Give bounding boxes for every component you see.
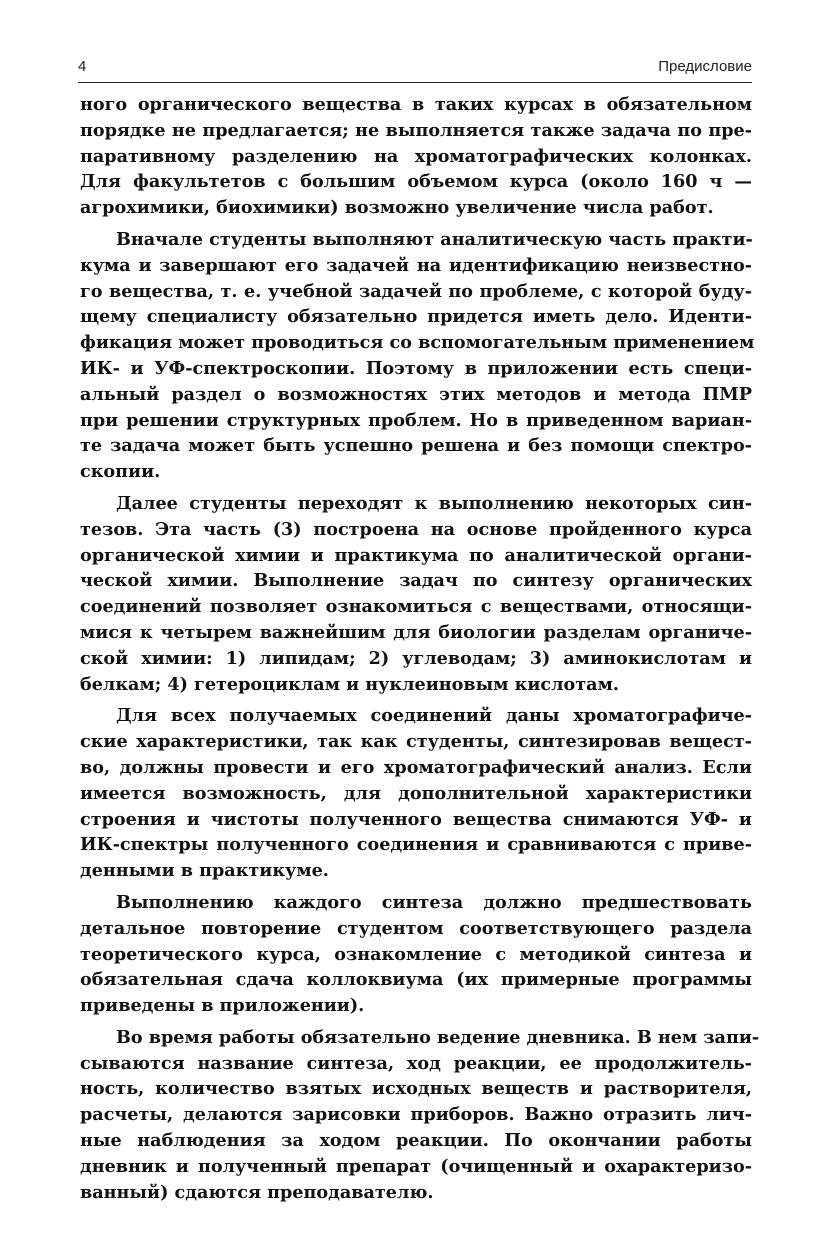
text-line: щему специалисту обязательно придется иметь дело. Иденти-	[80, 306, 752, 328]
text-line: сываются название синтеза, ход реакции, ее продолжитель-	[80, 1052, 752, 1074]
paragraph-1	[80, 92, 752, 221]
text-line: Выполнению каждого синтеза должно предшествовать	[116, 891, 752, 913]
text-line: ность, количество взятых исходных веществ и растворителя,	[80, 1078, 752, 1100]
text-line: те задача может быть успешно решена и без помощи спектро-	[80, 435, 752, 457]
text-line: го вещества, т. е. учебной задачей по проблеме, с которой буду-	[80, 280, 752, 302]
text-line: ИК- и УФ-спектроскопии. Поэтому в приложении есть специ-	[80, 357, 752, 379]
text-line: Для всех получаемых соединений даны хроматографиче-	[116, 705, 752, 727]
text-line: ИК-спектры полученного соединения и сравниваются с приве-	[80, 834, 752, 856]
text-line: белкам; 4) гетероциклам и нуклеиновым кислотам.	[80, 673, 619, 695]
text-line: обязательная сдача коллоквиума (их примерные программы	[80, 969, 752, 991]
paragraph-5	[80, 890, 752, 1019]
text-line: теоретического курса, ознакомление с методикой синтеза и	[80, 943, 752, 965]
text-line: ванный) сдаются преподавателю.	[80, 1181, 434, 1203]
paragraph-3	[80, 491, 752, 697]
running-header	[78, 56, 752, 83]
paragraph-2	[80, 227, 755, 485]
text-line: Для факультетов с большим объемом курса (около 160 ч —	[80, 171, 752, 193]
text-line: ской химии: 1) липидам; 2) углеводам; 3) аминокислотам и	[80, 647, 752, 669]
text-line: фикация может проводиться со вспомогательным применением	[80, 332, 755, 354]
section-title: Предисловие	[658, 58, 752, 75]
text-line: скопии.	[80, 461, 161, 483]
paragraph-4	[80, 703, 752, 884]
text-line: паративному разделению на хроматографических колонках.	[80, 145, 752, 167]
text-line: порядке не предлагается; не выполняется также задача по пре-	[80, 119, 752, 141]
text-line: строения и чистоты полученного вещества снимаются УФ- и	[80, 808, 752, 830]
text-line: органической химии и практикума по аналитической органи-	[80, 544, 752, 566]
text-line: тезов. Эта часть (3) построена на основе пройденного курса	[80, 518, 752, 540]
text-line: ные наблюдения за ходом реакции. По окончании работы	[80, 1130, 752, 1152]
text-line: дневник и полученный препарат (очищенный и охарактеризо-	[80, 1155, 752, 1177]
text-line: детальное повторение студентом соответствующего раздела	[80, 917, 752, 939]
text-line: Во время работы обязательно ведение дневника. В нем запи-	[116, 1026, 760, 1048]
text-line: приведены в приложении).	[80, 995, 365, 1017]
paragraph-6	[80, 1025, 760, 1206]
text-line: ские характеристики, так как студенты, синтезировав вещест-	[80, 731, 752, 753]
text-line: имеется возможность, для дополнительной характеристики	[80, 782, 752, 804]
text-line: соединений позволяет ознакомиться с веществами, относящи-	[80, 596, 752, 618]
text-line: ческой химии. Выполнение задач по синтезу органических	[80, 570, 752, 592]
body-text	[80, 92, 760, 1211]
text-line: расчеты, делаются зарисовки приборов. Важно отразить лич-	[80, 1104, 752, 1126]
page-number: 4	[78, 58, 87, 75]
text-line: при решении структурных проблем. Но в приведенном вариан-	[80, 409, 752, 431]
text-line: Далее студенты переходят к выполнению некоторых син-	[116, 492, 752, 514]
text-line: агрохимики, биохимики) возможно увеличение числа работ.	[80, 197, 714, 219]
text-line: ного органического вещества в таких курсах в обязательном	[80, 94, 752, 115]
text-line: Вначале студенты выполняют аналитическую часть практи-	[116, 228, 753, 250]
text-line: альный раздел о возможностях этих методов и метода ПМР	[80, 383, 752, 405]
text-line: денными в практикуме.	[80, 860, 329, 882]
text-line: кума и завершают его задачей на идентификацию неизвестно-	[80, 254, 752, 276]
text-line: мися к четырем важнейшим для биологии разделам органиче-	[80, 621, 752, 643]
text-line: во, должны провести и его хроматографический анализ. Если	[80, 756, 752, 778]
